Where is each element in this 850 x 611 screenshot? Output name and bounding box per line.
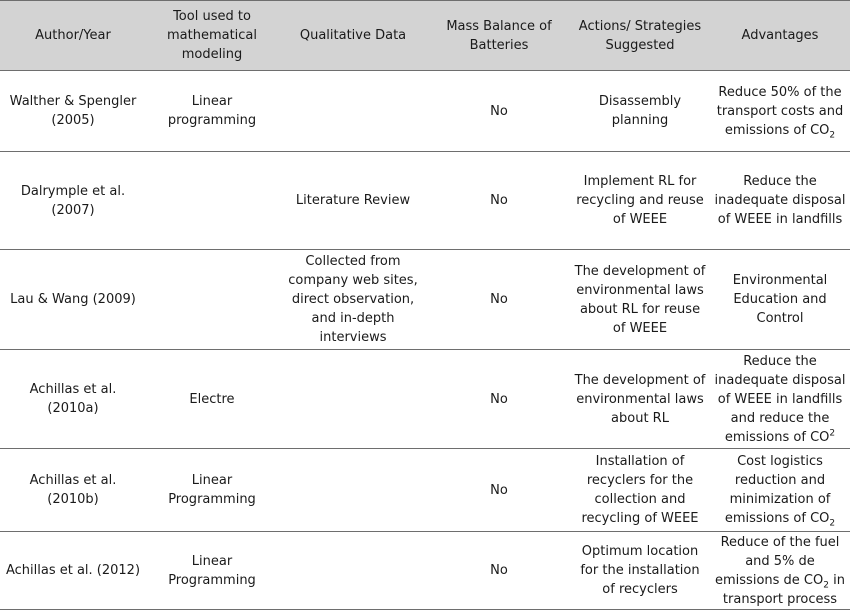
cell-tool: Electre [146,350,278,449]
advantages-text-after: in transport process [722,572,845,607]
cell-author: Lau & Wang (2009) [0,250,146,350]
advantages-text: Reduce the inadequate disposal of WEEE in landfills and reduce the emissions of CO [714,353,846,445]
cell-actions: Disassembly planning [570,71,710,152]
cell-advantages [710,152,850,250]
table-body [0,71,850,610]
cell-advantages [710,350,850,449]
cell-author: Achillas et al. (2012) [0,532,146,610]
header-mass-balance: Mass Balance of Batteries [428,1,570,71]
header-tool: Tool used to mathematical modeling [146,1,278,71]
cell-author: Achillas et al. (2010a) [0,350,146,449]
cell-author: Dalrymple et al. (2007) [0,152,146,250]
cell-tool [146,152,278,250]
header-qualitative-data: Qualitative Data [278,1,428,71]
cell-mass-balance: No [428,71,570,152]
cell-author: Walther & Spengler (2005) [0,71,146,152]
header-actions-strategies: Actions/ Strategies Suggested [570,1,710,71]
advantages-text: Environmental Education and Control [732,273,828,326]
header-row [0,1,850,71]
header-advantages: Advantages [710,1,850,71]
advantages-text: Reduce 50% of the transport costs and emissions of CO [716,84,844,138]
superscript-2: 2 [829,428,836,439]
cell-mass-balance: No [428,532,570,610]
table-row [0,532,850,610]
cell-tool: Linear Programming [146,532,278,610]
subscript-2: 2 [829,130,836,141]
advantages-text: Reduce the inadequate disposal of WEEE in landfills [714,174,846,227]
cell-actions: The development of environmental laws about RL for reuse of WEEE [570,250,710,350]
advantages-text: Reduce of the fuel and 5% de emissions de CO [715,534,840,588]
cell-advantages [710,250,850,350]
cell-mass-balance: No [428,152,570,250]
table-header [0,1,850,71]
cell-actions: The development of environmental laws about RL [570,350,710,449]
cell-qualitative [278,350,428,449]
subscript-2: 2 [823,580,829,591]
advantages-text: Cost logistics reduction and minimization of emissions of CO [724,454,831,526]
cell-advantages [710,71,850,152]
cell-qualitative [278,532,428,610]
cell-actions: Installation of recyclers for the collection and recycling of WEEE [570,449,710,532]
table-row [0,449,850,532]
header-author-year: Author/Year [0,1,146,71]
subscript-2: 2 [829,518,836,529]
cell-actions: Implement RL for recycling and reuse of WEEE [570,152,710,250]
table-row [0,152,850,250]
table-row [0,350,850,449]
cell-mass-balance: No [428,449,570,532]
cell-tool [146,250,278,350]
cell-actions: Optimum location for the installation of recyclers [570,532,710,610]
cell-qualitative: Literature Review [278,152,428,250]
cell-tool: Linear programming [146,71,278,152]
table-row [0,71,850,152]
cell-advantages [710,532,850,610]
cell-tool: Linear Programming [146,449,278,532]
cell-qualitative: Collected from company web sites, direct observation, and in-depth interviews [278,250,428,350]
cell-qualitative [278,71,428,152]
cell-mass-balance: No [428,250,570,350]
cell-advantages [710,449,850,532]
cell-qualitative [278,449,428,532]
cell-mass-balance: No [428,350,570,449]
cell-author: Achillas et al. (2010b) [0,449,146,532]
table-row [0,250,850,350]
